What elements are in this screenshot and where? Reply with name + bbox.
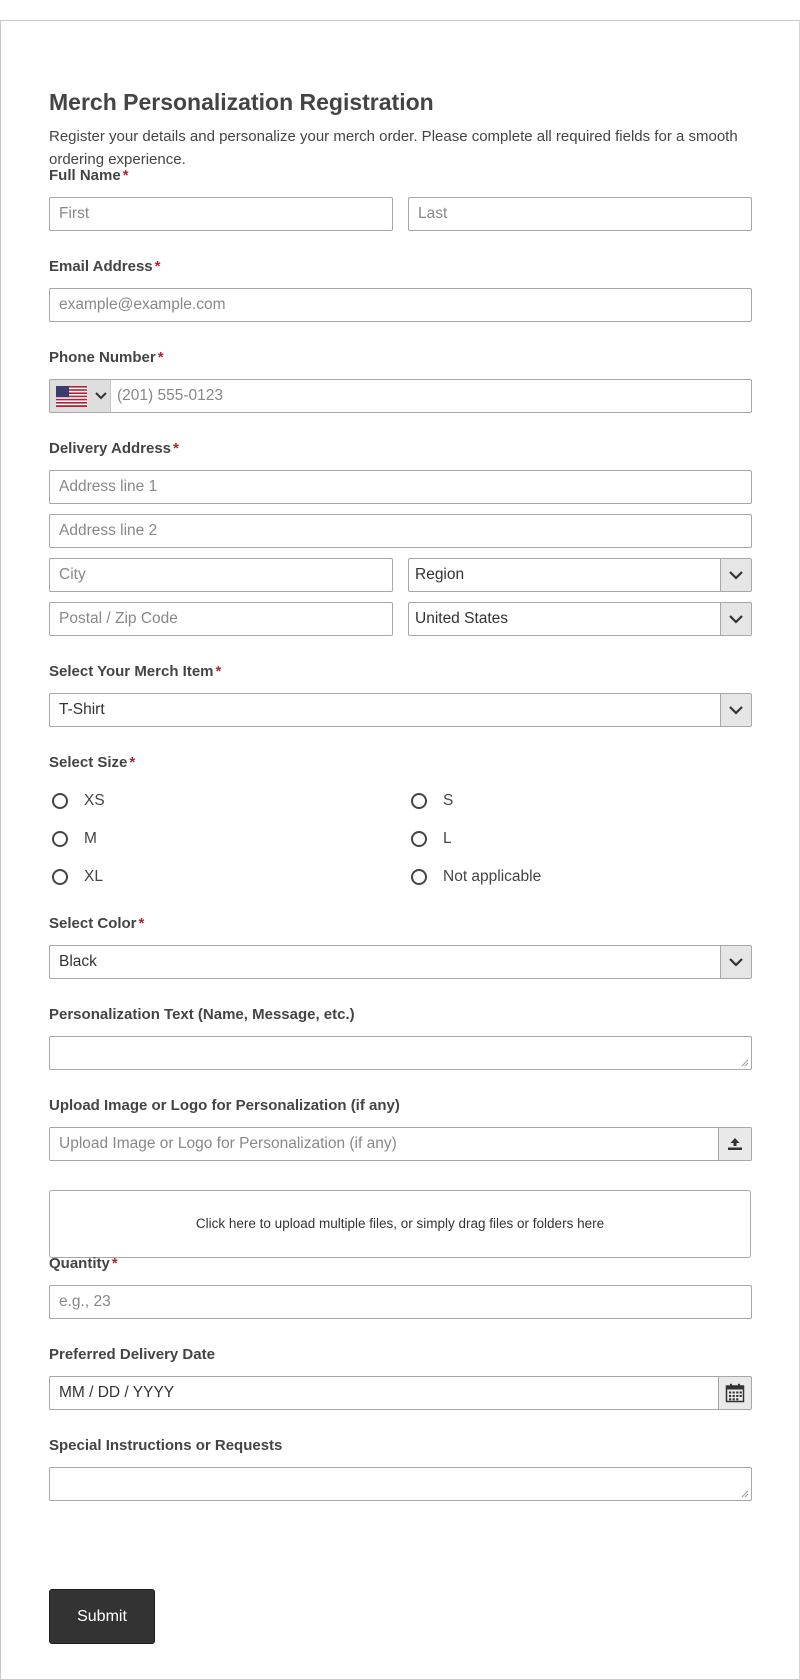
size-option-label: XL [84, 868, 103, 885]
chevron-down-icon [729, 615, 743, 624]
country-select[interactable] [408, 602, 752, 636]
delivery-date-placeholder: MM / DD / YYYY [59, 1384, 175, 1401]
file-dropzone[interactable]: Click here to upload multiple files, or simply drag files or folders here [49, 1190, 751, 1258]
region-value: Region [415, 566, 465, 583]
color-label-text: Select Color [49, 915, 137, 932]
form-title: Merch Personalization Registration [49, 89, 434, 115]
merch-item-value: T-Shirt [59, 701, 105, 718]
color-dropdown-arrow[interactable] [720, 946, 751, 978]
required-marker: * [122, 167, 129, 184]
country-value: United States [415, 610, 509, 627]
full-name-label-text: Full Name [49, 167, 121, 184]
color-value: Black [59, 953, 97, 970]
us-flag-icon [56, 386, 87, 407]
form-description: Register your details and personalize your merch order. Please complete all required fields for a smooth ordering experience. [49, 128, 738, 168]
region-select[interactable] [408, 558, 752, 592]
country-code-selector[interactable] [50, 380, 111, 412]
chevron-down-icon [95, 392, 107, 400]
delivery-date-input[interactable] [49, 1376, 752, 1410]
size-label-text: Select Size [49, 754, 128, 771]
merch-item-dropdown-arrow[interactable] [720, 694, 751, 726]
quantity-label [49, 1255, 118, 1272]
radio-button[interactable] [411, 831, 427, 847]
address-label [49, 440, 179, 457]
region-dropdown-arrow[interactable] [720, 559, 751, 591]
address-line1-input[interactable]: Address line 1 [49, 470, 752, 504]
color-select[interactable] [49, 945, 752, 979]
merch-item-label [49, 663, 221, 680]
required-marker: * [157, 349, 164, 366]
radio-button[interactable] [52, 869, 68, 885]
calendar-icon [725, 1383, 745, 1403]
upload-input[interactable] [49, 1127, 752, 1161]
country-dropdown-arrow[interactable] [720, 603, 751, 635]
size-option-label: Not applicable [443, 868, 542, 885]
upload-placeholder: Upload Image or Logo for Personalization (if any) [59, 1135, 397, 1152]
last-name-input[interactable]: Last [408, 197, 752, 231]
upload-icon [727, 1137, 743, 1151]
resize-handle-icon[interactable] [741, 1490, 749, 1498]
personalization-textarea[interactable] [49, 1036, 752, 1070]
required-marker: * [215, 663, 222, 680]
email-label-text: Email Address [49, 258, 153, 275]
color-label [49, 915, 144, 932]
phone-input[interactable] [49, 379, 752, 413]
chevron-down-icon [729, 706, 743, 715]
radio-button[interactable] [52, 793, 68, 809]
resize-handle-icon[interactable] [741, 1059, 749, 1067]
merch-item-select[interactable] [49, 693, 752, 727]
instructions-label: Special Instructions or Requests [49, 1437, 283, 1454]
phone-placeholder: (201) 555-0123 [117, 387, 223, 404]
size-option-label: M [84, 830, 97, 847]
first-name-input[interactable]: First [49, 197, 393, 231]
phone-label-text: Phone Number [49, 349, 156, 366]
radio-button[interactable] [411, 869, 427, 885]
size-option-label: XS [84, 792, 105, 809]
postal-code-input[interactable]: Postal / Zip Code [49, 602, 393, 636]
chevron-down-icon [729, 958, 743, 967]
merch-item-label-text: Select Your Merch Item [49, 663, 214, 680]
quantity-label-text: Quantity [49, 1255, 110, 1272]
delivery-date-label: Preferred Delivery Date [49, 1346, 215, 1363]
calendar-button[interactable] [718, 1377, 751, 1409]
quantity-input[interactable]: e.g., 23 [49, 1285, 752, 1319]
upload-label: Upload Image or Logo for Personalization (if any) [49, 1097, 400, 1114]
address-line2-input[interactable]: Address line 2 [49, 514, 752, 548]
personalization-label: Personalization Text (Name, Message, etc.) [49, 1006, 355, 1023]
required-marker: * [111, 1255, 118, 1272]
required-marker: * [154, 258, 161, 275]
radio-button[interactable] [52, 831, 68, 847]
email-input[interactable]: example@example.com [49, 288, 752, 322]
instructions-textarea[interactable] [49, 1467, 752, 1501]
city-input[interactable]: City [49, 558, 393, 592]
form-card [0, 20, 800, 1680]
full-name-label [49, 167, 129, 184]
size-option-label: S [443, 792, 454, 809]
required-marker: * [129, 754, 136, 771]
required-marker: * [173, 440, 179, 457]
submit-button[interactable]: Submit [49, 1589, 155, 1644]
size-option-label: L [443, 830, 452, 847]
required-marker: * [138, 915, 145, 932]
chevron-down-icon [729, 571, 743, 580]
email-label [49, 258, 161, 275]
radio-button[interactable] [411, 793, 427, 809]
size-label [49, 754, 135, 771]
phone-label [49, 349, 164, 366]
address-label-text: Delivery Address [49, 440, 172, 457]
upload-button[interactable] [718, 1128, 751, 1160]
